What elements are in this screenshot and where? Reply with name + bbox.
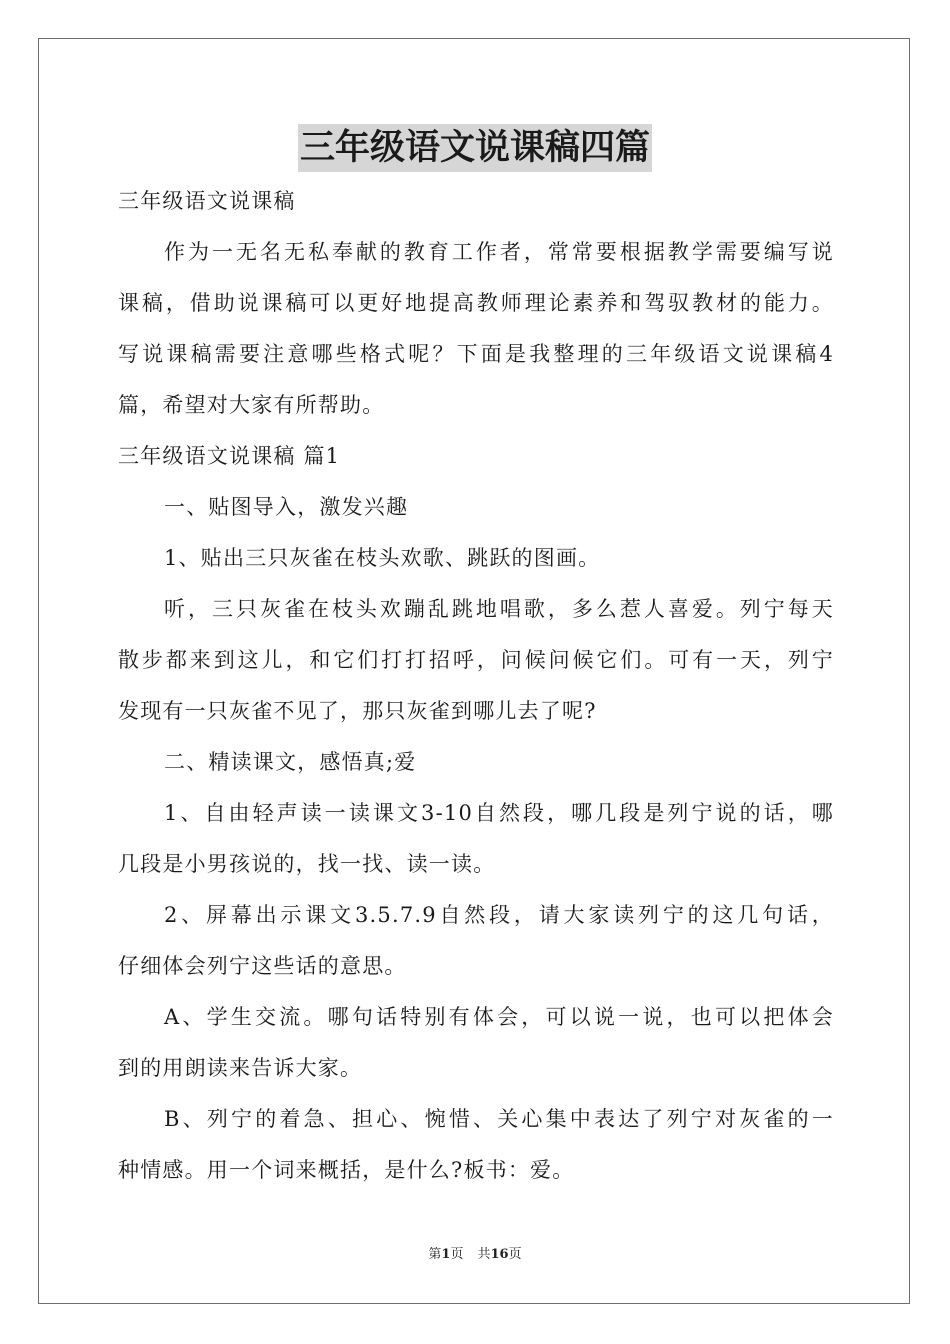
text-line: A、学生交流。哪句话特别有体会，可以说一说，也可以把体会: [164, 1005, 834, 1029]
document-body: [118, 176, 834, 1196]
text-line: 1、自由轻声读一读课文3-10自然段，哪几段是列宁说的话，哪: [164, 801, 834, 825]
text-line: 写说课稿需要注意哪些格式呢？下面是我整理的三年级语文说课稿4: [118, 342, 834, 366]
paragraph: [118, 227, 834, 431]
paragraph: [118, 992, 834, 1094]
footer-page-suffix: 页: [450, 1247, 464, 1262]
footer-total-prefix: 共: [477, 1247, 491, 1262]
paragraph: [118, 176, 834, 227]
text-line: 散步都来到这儿，和它们打打招呼，问候问候它们。可有一天，列宁: [118, 648, 834, 672]
text-line: B、列宁的着急、担心、惋惜、关心集中表达了列宁对灰雀的一: [164, 1107, 834, 1131]
text-line: 1、贴出三只灰雀在枝头欢歌、跳跃的图画。: [164, 546, 601, 570]
text-line: 三年级语文说课稿: [118, 189, 296, 213]
text-line: 作为一无名无私奉献的教育工作者，常常要根据教学需要编写说: [164, 240, 834, 264]
document-title: [0, 124, 950, 172]
text-line: 几段是小男孩说的，找一找、读一读。: [118, 852, 496, 876]
paragraph: [118, 1094, 834, 1196]
paragraph: [118, 737, 834, 788]
text-line: 篇，希望对大家有所帮助。: [118, 393, 385, 417]
footer-total-pages: 16: [490, 1247, 509, 1262]
document-title-text: 三年级语文说课稿四篇: [298, 124, 652, 172]
text-line: 2、屏幕出示课文3.5.7.9自然段，请大家读列宁的这几句话，: [164, 903, 834, 927]
paragraph: [118, 788, 834, 890]
text-line: 听，三只灰雀在枝头欢蹦乱跳地唱歌，多么惹人喜爱。列宁每天: [164, 597, 834, 621]
footer-page-number: 1: [441, 1247, 451, 1262]
footer-page-prefix: 第: [428, 1247, 442, 1262]
paragraph: [118, 482, 834, 533]
text-line: 发现有一只灰雀不见了，那只灰雀到哪儿去了呢?: [118, 699, 597, 723]
paragraph: [118, 431, 834, 482]
footer-total-suffix: 页: [508, 1247, 522, 1262]
page-footer: [0, 1245, 950, 1265]
text-line: 二、精读课文，感悟真;爱: [164, 750, 417, 774]
text-line: 种情感。用一个词来概括，是什么?板书：爱。: [118, 1158, 575, 1182]
text-line: 课稿，借助说课稿可以更好地提高教师理论素养和驾驭教材的能力。: [118, 291, 834, 315]
text-line: 到的用朗读来告诉大家。: [118, 1056, 363, 1080]
text-line: 三年级语文说课稿 篇1: [118, 444, 341, 468]
paragraph: [118, 890, 834, 992]
text-line: 一、贴图导入，激发兴趣: [164, 495, 409, 519]
paragraph: [118, 584, 834, 737]
text-line: 仔细体会列宁这些话的意思。: [118, 954, 407, 978]
paragraph: [118, 533, 834, 584]
